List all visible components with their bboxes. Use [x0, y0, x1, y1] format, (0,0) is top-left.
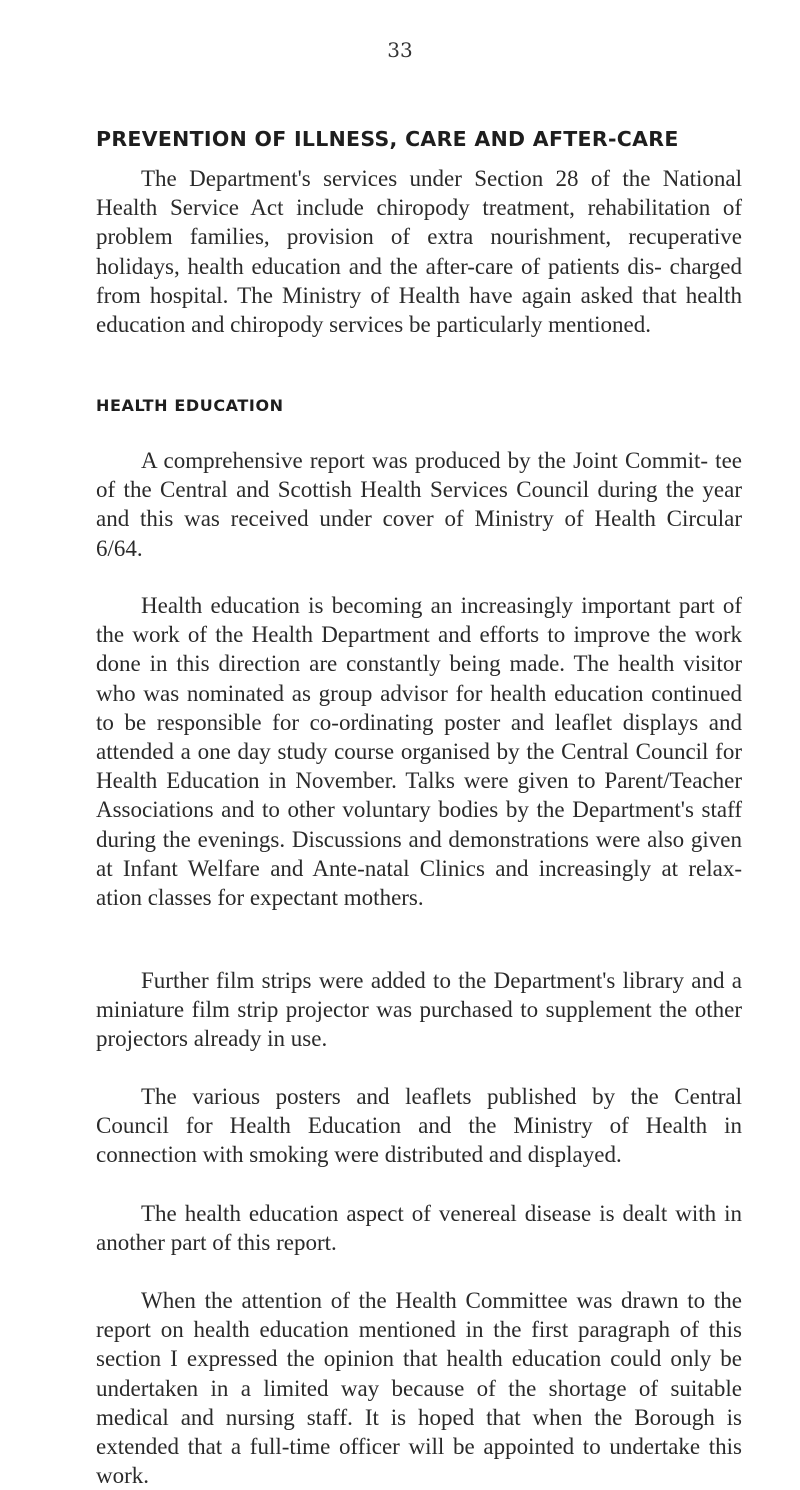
- health-education-paragraph-1: A comprehensive report was produced by the Joint Commit- tee of the Central and Scottish Health Services Council during the year and this was received under cover of Ministry of Health Circular 6/64.: [96, 448, 742, 561]
- health-education-paragraph-4: The various posters and leaflets published by the Central Council for Health Education and the Ministry of Health in connection with smoking were distributed and displayed.: [96, 1084, 742, 1168]
- intro-paragraph: The Department's services under Section 28 of the National Health Service Act include chiropody treatment, rehabilitation of problem families, provision of extra nourishment, recuperative holidays, health education and the after-care of patients dis- charged from hospital. The Ministry of Health have again asked that health education and chiropody services be particularly mentioned.: [96, 166, 742, 338]
- section-heading-health-education: HEALTH EDUCATION: [96, 396, 284, 415]
- health-education-paragraph-5: The health education aspect of venereal disease is dealt with in another part of this report.: [96, 1201, 742, 1256]
- health-education-paragraph-6: When the attention of the Health Committee was drawn to the report on health education mentioned in the first paragraph of this section I expressed the opinion that health education could only be undertaken in a limited way because of the shortage of suitable medical and nursing staff. It is hoped that when the Borough is extended that a full-time officer will be appointed to undertake this work.: [96, 1288, 742, 1489]
- health-education-paragraph-3: Further film strips were added to the Department's library and a miniature film strip projector was purchased to supplement the other projectors already in use.: [96, 968, 742, 1052]
- page-number: 33: [387, 38, 413, 62]
- page-title: PREVENTION OF ILLNESS, CARE AND AFTER-CARE: [96, 127, 679, 151]
- health-education-paragraph-2: Health education is becoming an increasingly important part of the work of the Health Department and efforts to improve the work done in this direction are constantly being made. The health visitor who was nominated as group advisor for health education continued to be responsible for co-ordinating poster and leaflet displays and attended a one day study course organised by the Central Council for Health Education in November. Talks were given to Parent/Teacher Associations and to other voluntary bodies by the Department's staff during the evenings. Discussions and demonstrations were also given at Infant Welfare and Ante-natal Clinics and increasingly at relax- ation classes for expectant mothers.: [96, 593, 742, 911]
